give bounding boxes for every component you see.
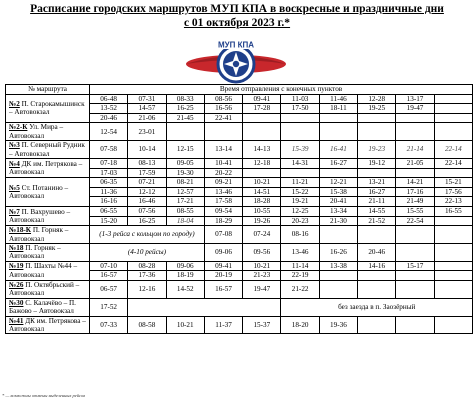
time-cell: 09-41 — [204, 261, 242, 271]
time-cell — [358, 123, 396, 141]
time-cell: 13-46 — [204, 187, 242, 197]
time-cell: 21-05 — [396, 159, 434, 169]
time-cell: 15-21 — [434, 178, 472, 188]
time-cell: 22-14 — [434, 141, 472, 159]
title-line-1: Расписание городских маршрутов МУП КПА в воскресные и праздничные дни — [30, 3, 444, 15]
time-cell: 10-41 — [204, 159, 242, 169]
time-cell: 08-28 — [128, 261, 166, 271]
time-cell: 17-21 — [166, 197, 204, 207]
route-number: №2-К — [9, 123, 28, 132]
route-cell — [6, 141, 90, 159]
time-cell: 07-18 — [90, 159, 128, 169]
time-cell: 19-12 — [358, 159, 396, 169]
time-cell: 15-38 — [319, 187, 357, 197]
time-cell: 13-46 — [281, 243, 319, 261]
time-cell: 12-25 — [281, 206, 319, 216]
time-cell: 12-21 — [319, 178, 357, 188]
time-cell — [243, 168, 281, 178]
route-cell — [6, 280, 90, 298]
time-cell: 07-21 — [128, 178, 166, 188]
time-cell — [396, 280, 434, 298]
time-cell: 16-57 — [90, 271, 128, 281]
route-cell — [6, 243, 90, 261]
time-cell: 13-38 — [319, 261, 357, 271]
table-row — [6, 206, 473, 216]
time-cell: 15-22 — [281, 187, 319, 197]
table-row — [6, 94, 473, 104]
time-cell: 06-48 — [90, 94, 128, 104]
route-name: П. Горняк – Автовокзал — [9, 226, 69, 243]
time-cell — [319, 271, 357, 281]
time-cell: 17-36 — [128, 271, 166, 281]
time-cell: 12-12 — [128, 187, 166, 197]
route-name: Ст. Потанино – Автовокзал — [9, 183, 69, 201]
time-cell: 16-57 — [204, 280, 242, 298]
times-column-header: Время отправления с конечных пунктов — [90, 85, 473, 95]
time-cell: 21-49 — [396, 197, 434, 207]
time-cell: 19-47 — [396, 104, 434, 114]
time-cell: 12-57 — [166, 187, 204, 197]
time-cell: 22-54 — [396, 216, 434, 226]
time-cell: 17-56 — [434, 187, 472, 197]
time-cell: 19-26 — [243, 216, 281, 226]
route-number: №5 — [9, 183, 20, 192]
time-cell: 11-21 — [281, 178, 319, 188]
time-cell: 08-16 — [281, 226, 319, 244]
route-note: (4-10 рейсы) — [90, 243, 205, 261]
time-cell: 14-31 — [281, 159, 319, 169]
time-cell: 18-19 — [166, 271, 204, 281]
time-cell: 21-45 — [166, 113, 204, 123]
time-cell: 19-30 — [166, 168, 204, 178]
time-cell: 14-51 — [243, 187, 281, 197]
route-number: №26 — [9, 280, 24, 289]
time-cell: 08-58 — [128, 316, 166, 334]
time-cell — [434, 123, 472, 141]
time-cell — [434, 243, 472, 261]
time-cell — [281, 123, 319, 141]
time-cell: 20-46 — [90, 113, 128, 123]
time-cell — [396, 226, 434, 244]
time-cell: 19-23 — [358, 141, 396, 159]
time-cell — [319, 113, 357, 123]
time-cell: 19-47 — [243, 280, 281, 298]
time-cell — [434, 104, 472, 114]
time-cell — [396, 123, 434, 141]
time-cell: 15-55 — [396, 206, 434, 216]
route-number: №4 — [9, 159, 20, 168]
time-cell — [243, 123, 281, 141]
time-cell — [396, 271, 434, 281]
route-name: П. Октябрьский – Автовокзал — [9, 280, 80, 298]
time-cell: 22-19 — [281, 271, 319, 281]
time-cell — [434, 94, 472, 104]
time-cell — [396, 243, 434, 261]
time-cell: 12-16 — [128, 280, 166, 298]
route-name: С. Калачёво – П. Бажово – Автовокзал — [9, 298, 76, 316]
time-cell: 16-55 — [434, 206, 472, 216]
time-cell — [243, 113, 281, 123]
route-cell — [6, 316, 90, 334]
route-name: Ул. Мира – Автовокзал — [9, 123, 64, 140]
route-name: П. Вахрушево – Автовокзал — [9, 207, 71, 225]
route-number: №18-К — [9, 226, 32, 235]
time-cell: 18-04 — [166, 216, 204, 226]
footnote: * — возможны отмены выделенных рейсов — [2, 393, 86, 398]
time-cell — [434, 168, 472, 178]
time-cell: 10-21 — [243, 261, 281, 271]
route-number: №41 — [9, 316, 24, 325]
table-row — [6, 298, 473, 316]
time-cell — [434, 280, 472, 298]
route-number: №18 — [9, 243, 24, 252]
time-cell — [166, 298, 204, 316]
time-cell: 18-11 — [319, 104, 357, 114]
route-name: П. Горняк – Автовокзал — [9, 243, 61, 261]
time-cell: 15-39 — [281, 141, 319, 159]
time-cell: 23-01 — [128, 123, 166, 141]
route-cell — [6, 159, 90, 178]
time-cell — [358, 168, 396, 178]
time-cell: 07-10 — [90, 261, 128, 271]
time-cell — [166, 123, 204, 141]
time-cell: 09-21 — [204, 178, 242, 188]
time-cell — [434, 216, 472, 226]
time-cell: 17-16 — [396, 187, 434, 197]
route-cell — [6, 123, 90, 141]
time-cell: 07-33 — [90, 316, 128, 334]
time-cell: 14-57 — [128, 104, 166, 114]
time-cell: 10-21 — [243, 178, 281, 188]
route-name: П. Шахты №44 – Автовокзал — [9, 262, 78, 279]
time-cell: 18-20 — [281, 316, 319, 334]
time-cell — [396, 168, 434, 178]
time-cell: 07-08 — [204, 226, 242, 244]
time-cell — [434, 271, 472, 281]
table-row — [6, 316, 473, 334]
logo-text: МУП КПА — [217, 40, 255, 50]
time-cell: 19-25 — [358, 104, 396, 114]
time-cell: 13-52 — [90, 104, 128, 114]
time-cell: 09-56 — [243, 243, 281, 261]
time-cell: 21-14 — [396, 141, 434, 159]
time-cell: 20-19 — [204, 271, 242, 281]
time-cell: 14-52 — [166, 280, 204, 298]
route-number: №19 — [9, 262, 24, 271]
time-cell: 06-35 — [90, 178, 128, 188]
time-cell: 11-03 — [281, 94, 319, 104]
time-cell: 17-52 — [90, 298, 128, 316]
route-column-header: № маршрута — [6, 85, 90, 95]
time-cell: 12-18 — [243, 159, 281, 169]
time-cell: 22-14 — [434, 159, 472, 169]
time-cell: 13-21 — [358, 178, 396, 188]
schedule-table — [5, 84, 473, 334]
time-cell — [204, 123, 242, 141]
route-note: (1-3 рейса с кольцом по городу) — [90, 226, 205, 244]
time-cell: 17-28 — [243, 104, 281, 114]
route-name: ДК им. Петрякова – Автовокзал — [9, 316, 86, 333]
time-cell: 12-54 — [90, 123, 128, 141]
time-cell: 20-23 — [281, 216, 319, 226]
time-cell — [358, 226, 396, 244]
time-cell: 21-11 — [358, 197, 396, 207]
time-cell: 12-28 — [358, 94, 396, 104]
time-cell: 17-58 — [204, 197, 242, 207]
time-cell: 11-36 — [90, 187, 128, 197]
time-cell: 13-17 — [396, 94, 434, 104]
time-cell: 14-21 — [396, 178, 434, 188]
time-cell — [358, 280, 396, 298]
time-cell: 13-14 — [204, 141, 242, 159]
time-cell: 21-52 — [358, 216, 396, 226]
route-name: ДК им. Петрякова – Автовокзал — [9, 159, 83, 177]
time-cell: 10-14 — [128, 141, 166, 159]
time-cell: 11-46 — [319, 94, 357, 104]
route-name: П. Северный Рудник – Автовокзал — [9, 141, 85, 158]
time-cell: 08-21 — [166, 178, 204, 188]
time-cell: 08-56 — [204, 94, 242, 104]
time-cell: 11-14 — [281, 261, 319, 271]
time-cell: 14-13 — [243, 141, 281, 159]
time-cell: 16-16 — [90, 197, 128, 207]
time-cell — [319, 168, 357, 178]
time-cell: 16-26 — [319, 243, 357, 261]
time-cell: 17-03 — [90, 168, 128, 178]
time-cell: 07-31 — [128, 94, 166, 104]
time-cell: 09-41 — [243, 94, 281, 104]
time-cell: 19-36 — [319, 316, 357, 334]
time-cell: 20-41 — [319, 197, 357, 207]
time-cell — [358, 113, 396, 123]
route-number: №7 — [9, 207, 20, 216]
page-title — [0, 2, 474, 30]
route-cell — [6, 94, 90, 123]
time-cell: 07-56 — [128, 206, 166, 216]
table-row — [6, 141, 473, 159]
table-row — [6, 226, 473, 244]
time-cell — [434, 226, 472, 244]
route-cell — [6, 226, 90, 244]
time-cell: 20-22 — [204, 168, 242, 178]
time-cell: 16-46 — [128, 197, 166, 207]
time-cell: 11-37 — [204, 316, 242, 334]
time-cell — [128, 298, 166, 316]
route-cell — [6, 298, 90, 316]
time-cell: 18-28 — [243, 197, 281, 207]
route-number: №2 — [9, 100, 20, 109]
time-cell: 15-20 — [90, 216, 128, 226]
table-row — [6, 123, 473, 141]
time-cell: 16-25 — [166, 104, 204, 114]
time-cell: 08-55 — [166, 206, 204, 216]
time-cell — [204, 298, 242, 316]
time-cell: 21-06 — [128, 113, 166, 123]
route-cell — [6, 178, 90, 207]
table-row — [6, 261, 473, 271]
route-cell — [6, 261, 90, 280]
time-cell: 10-21 — [166, 316, 204, 334]
time-cell — [319, 280, 357, 298]
route-number: №3 — [9, 141, 20, 150]
time-cell: 20-46 — [358, 243, 396, 261]
route-number: №30 — [9, 298, 24, 307]
time-cell: 16-27 — [358, 187, 396, 197]
time-cell: 13-34 — [319, 206, 357, 216]
time-cell: 19-21 — [281, 197, 319, 207]
time-cell — [319, 226, 357, 244]
time-cell: 09-54 — [204, 206, 242, 216]
time-cell: 14-55 — [358, 206, 396, 216]
time-cell: 16-25 — [128, 216, 166, 226]
time-cell: 09-06 — [204, 243, 242, 261]
time-cell — [434, 113, 472, 123]
time-cell: 18-29 — [204, 216, 242, 226]
time-cell: 22-13 — [434, 197, 472, 207]
time-cell: 08-33 — [166, 94, 204, 104]
time-cell: 09-05 — [166, 159, 204, 169]
table-row — [6, 243, 473, 261]
time-cell — [434, 316, 472, 334]
time-cell: 07-58 — [90, 141, 128, 159]
time-cell: 15-37 — [243, 316, 281, 334]
route-cell — [6, 206, 90, 225]
time-cell: 16-27 — [319, 159, 357, 169]
time-cell — [281, 168, 319, 178]
table-row — [6, 178, 473, 188]
time-cell: 10-55 — [243, 206, 281, 216]
time-cell: 06-57 — [90, 280, 128, 298]
time-cell: 15-17 — [396, 261, 434, 271]
time-cell — [358, 316, 396, 334]
time-cell: 21-30 — [319, 216, 357, 226]
time-cell: 17-50 — [281, 104, 319, 114]
time-cell: 17-59 — [128, 168, 166, 178]
time-cell: 16-56 — [204, 104, 242, 114]
time-cell — [358, 271, 396, 281]
time-cell: 06-55 — [90, 206, 128, 216]
time-cell — [396, 316, 434, 334]
time-cell: 09-06 — [166, 261, 204, 271]
time-cell — [319, 123, 357, 141]
time-cell — [281, 113, 319, 123]
time-cell: 22-41 — [204, 113, 242, 123]
table-row — [6, 159, 473, 169]
time-cell: 07-24 — [243, 226, 281, 244]
time-cell — [396, 113, 434, 123]
time-cell: 08-13 — [128, 159, 166, 169]
title-line-2: с 01 октября 2023 г.* — [183, 17, 291, 29]
time-cell: 14-16 — [358, 261, 396, 271]
time-cell: 12-15 — [166, 141, 204, 159]
table-row — [6, 280, 473, 298]
time-cell — [243, 298, 281, 316]
time-cell — [434, 261, 472, 271]
route-name: П. Старокамышинск – Автовокзал — [9, 100, 85, 117]
time-cell: 21-23 — [243, 271, 281, 281]
route-remark: без заезда в п. Заозёрный — [281, 298, 473, 316]
time-cell: 16-41 — [319, 141, 357, 159]
time-cell: 21-22 — [281, 280, 319, 298]
